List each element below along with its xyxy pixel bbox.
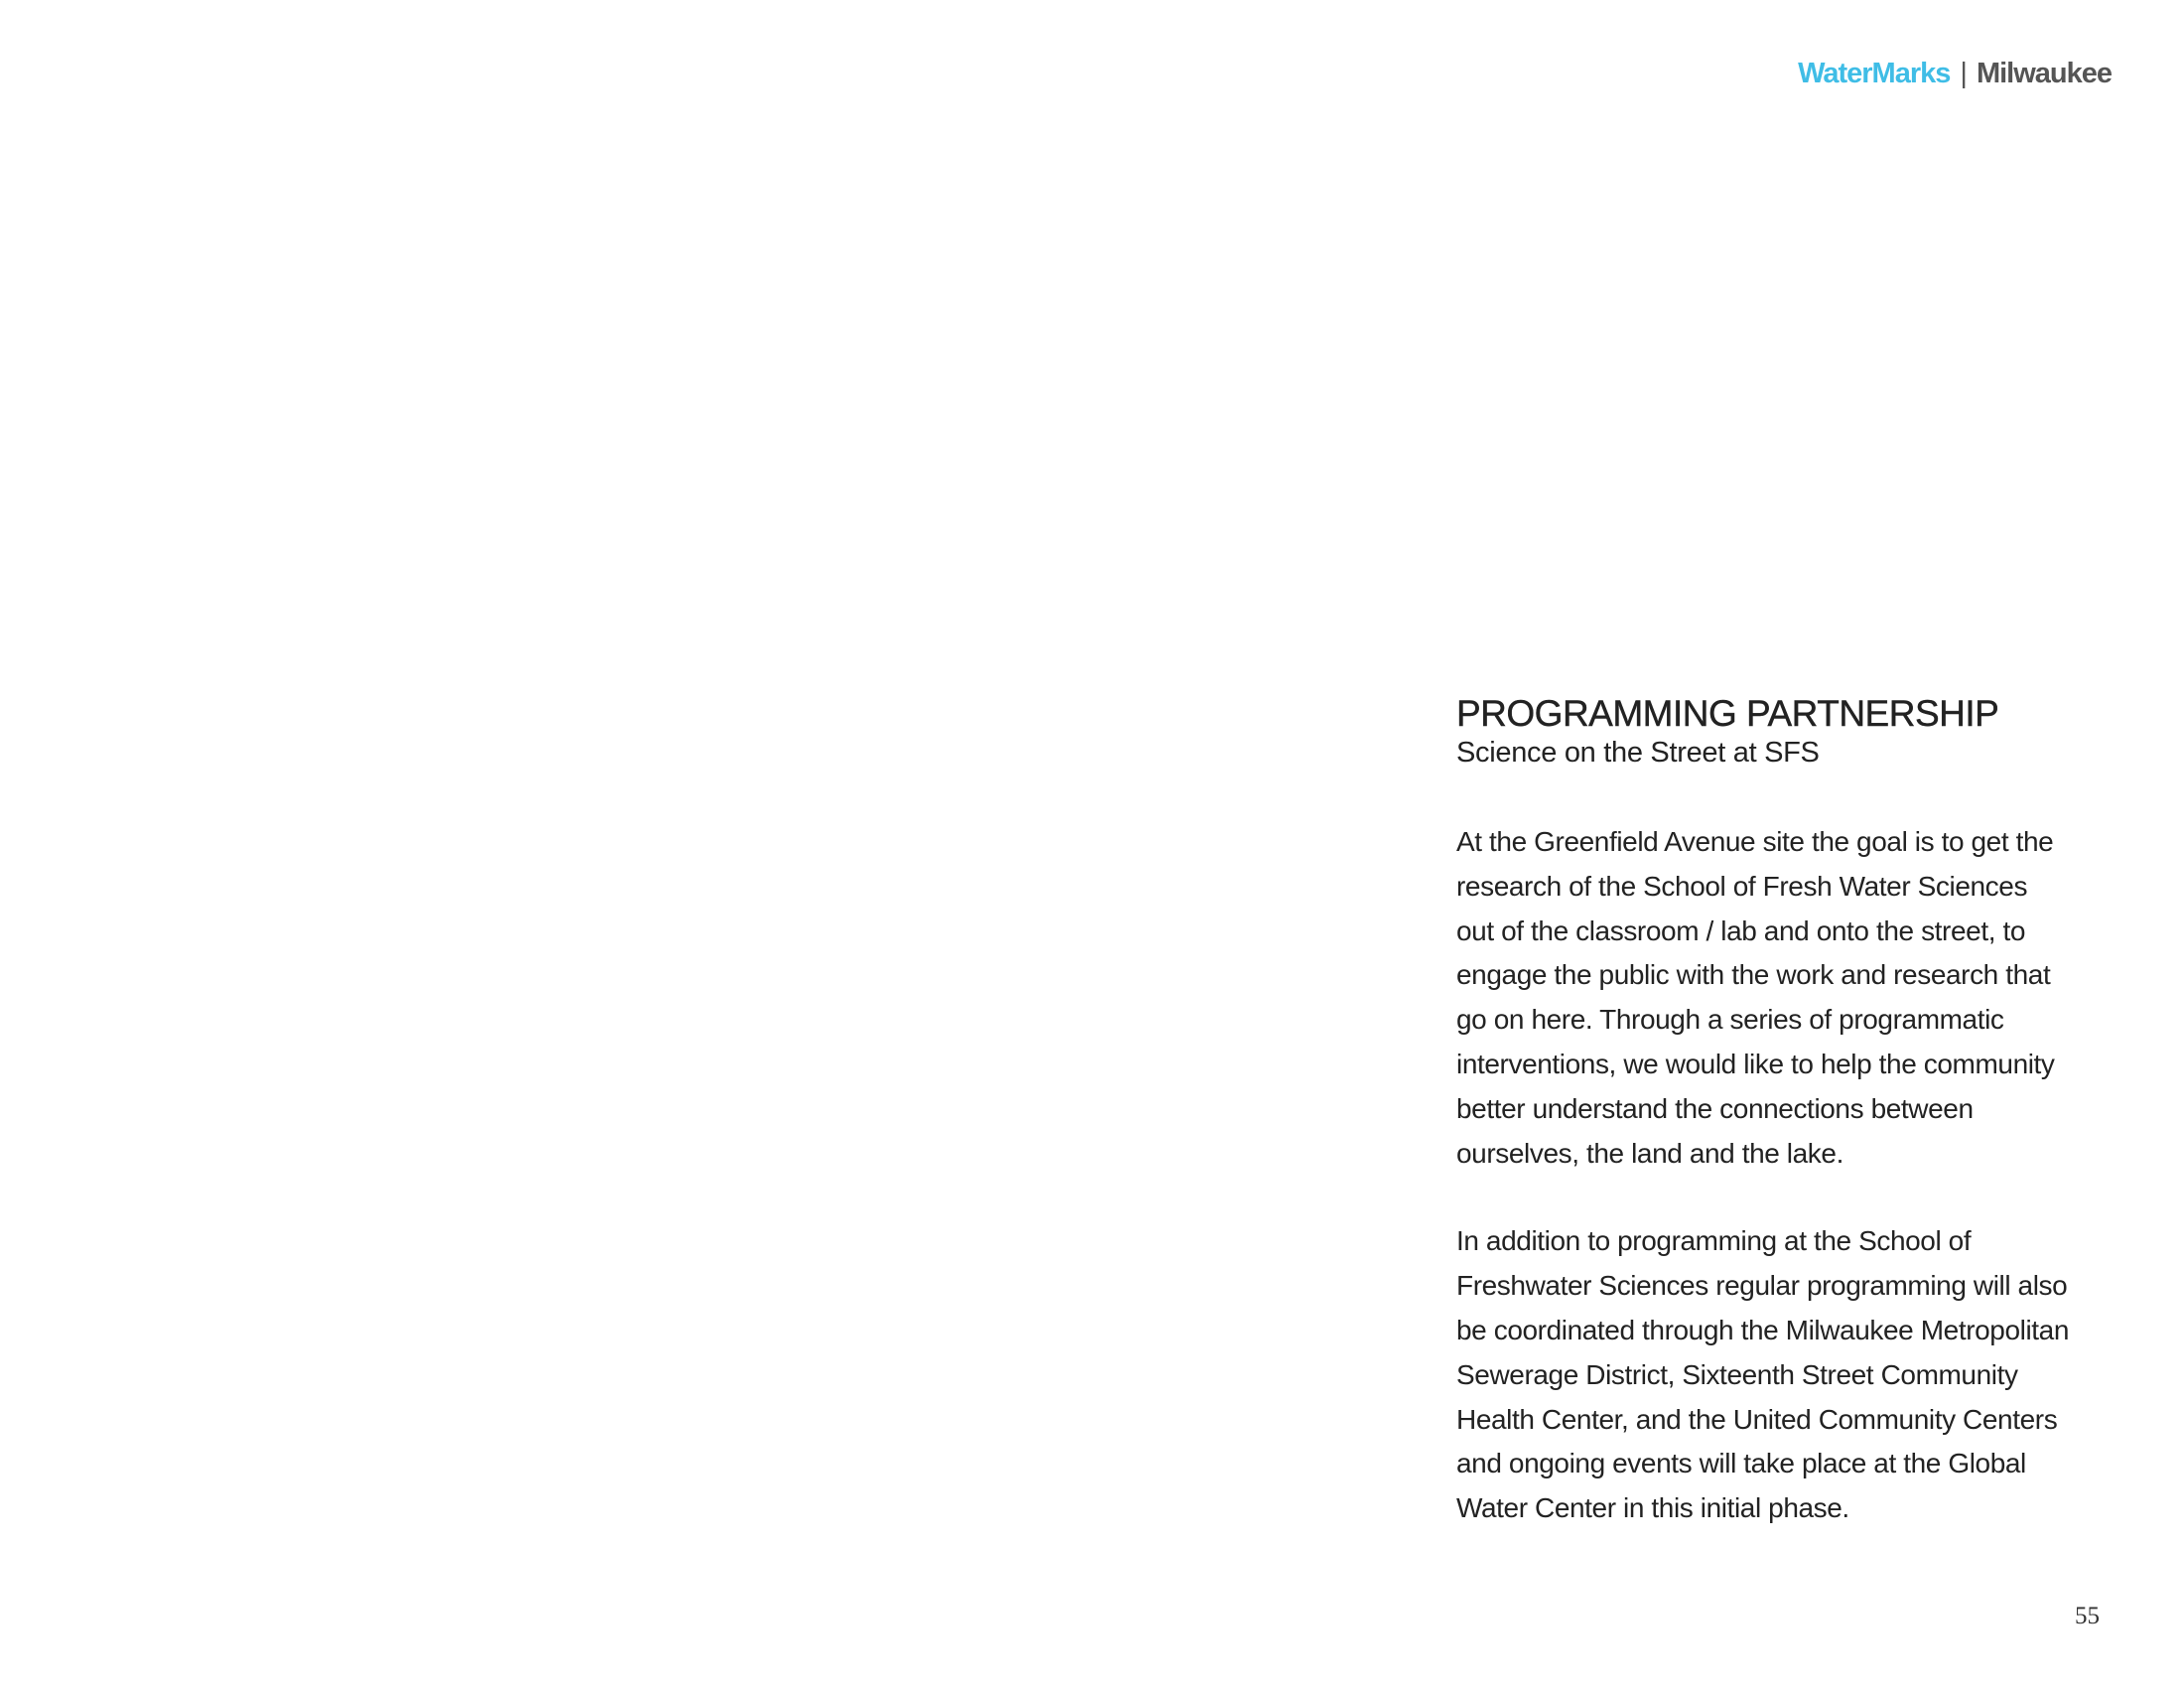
section-content xyxy=(1456,693,2112,1531)
paragraph-1-line: interventions, we would like to help the community xyxy=(1456,1048,2055,1079)
paragraph-2-line: Sewerage District, Sixteenth Street Community xyxy=(1456,1358,2018,1390)
paragraph-2-line: Health Center, and the United Community Centers xyxy=(1456,1403,2058,1435)
section-subtitle: Science on the Street at SFS xyxy=(1456,737,1820,769)
section-title: PROGRAMMING PARTNERSHIP xyxy=(1456,693,1999,734)
paragraph-1-line: engage the public with the work and research that xyxy=(1456,959,2051,991)
paragraph-1-line: out of the classroom / lab and onto the street, to xyxy=(1456,914,2026,946)
paragraph-1-line: better understand the connections between xyxy=(1456,1092,1974,1124)
paragraph-1-line: research of the School of Fresh Water Sciences xyxy=(1456,870,2028,902)
paragraph-2-line: In addition to programming at the School of xyxy=(1456,1225,1972,1257)
header-separator: | xyxy=(1960,58,1967,89)
running-header xyxy=(1798,58,2112,90)
paragraph-2 xyxy=(1456,1219,2112,1531)
paragraph-2-line: be coordinated through the Milwaukee Metropolitan xyxy=(1456,1314,2070,1345)
page-number: 55 xyxy=(2075,1603,2100,1629)
header-brand: WaterMarks xyxy=(1798,58,1951,89)
paragraph-1-line: go on here. Through a series of programmatic xyxy=(1456,1004,2004,1036)
paragraph-2-line: Water Center in this initial phase. xyxy=(1456,1492,1849,1524)
paragraph-1 xyxy=(1456,820,2112,1176)
paragraph-2-line: and ongoing events will take place at the Global xyxy=(1456,1448,2026,1479)
paragraph-1-line: ourselves, the land and the lake. xyxy=(1456,1137,1843,1169)
header-city: Milwaukee xyxy=(1976,58,2112,89)
paragraph-2-line: Freshwater Sciences regular programming will also xyxy=(1456,1270,2068,1302)
paragraph-1-line: At the Greenfield Avenue site the goal is to get the xyxy=(1456,826,2054,857)
